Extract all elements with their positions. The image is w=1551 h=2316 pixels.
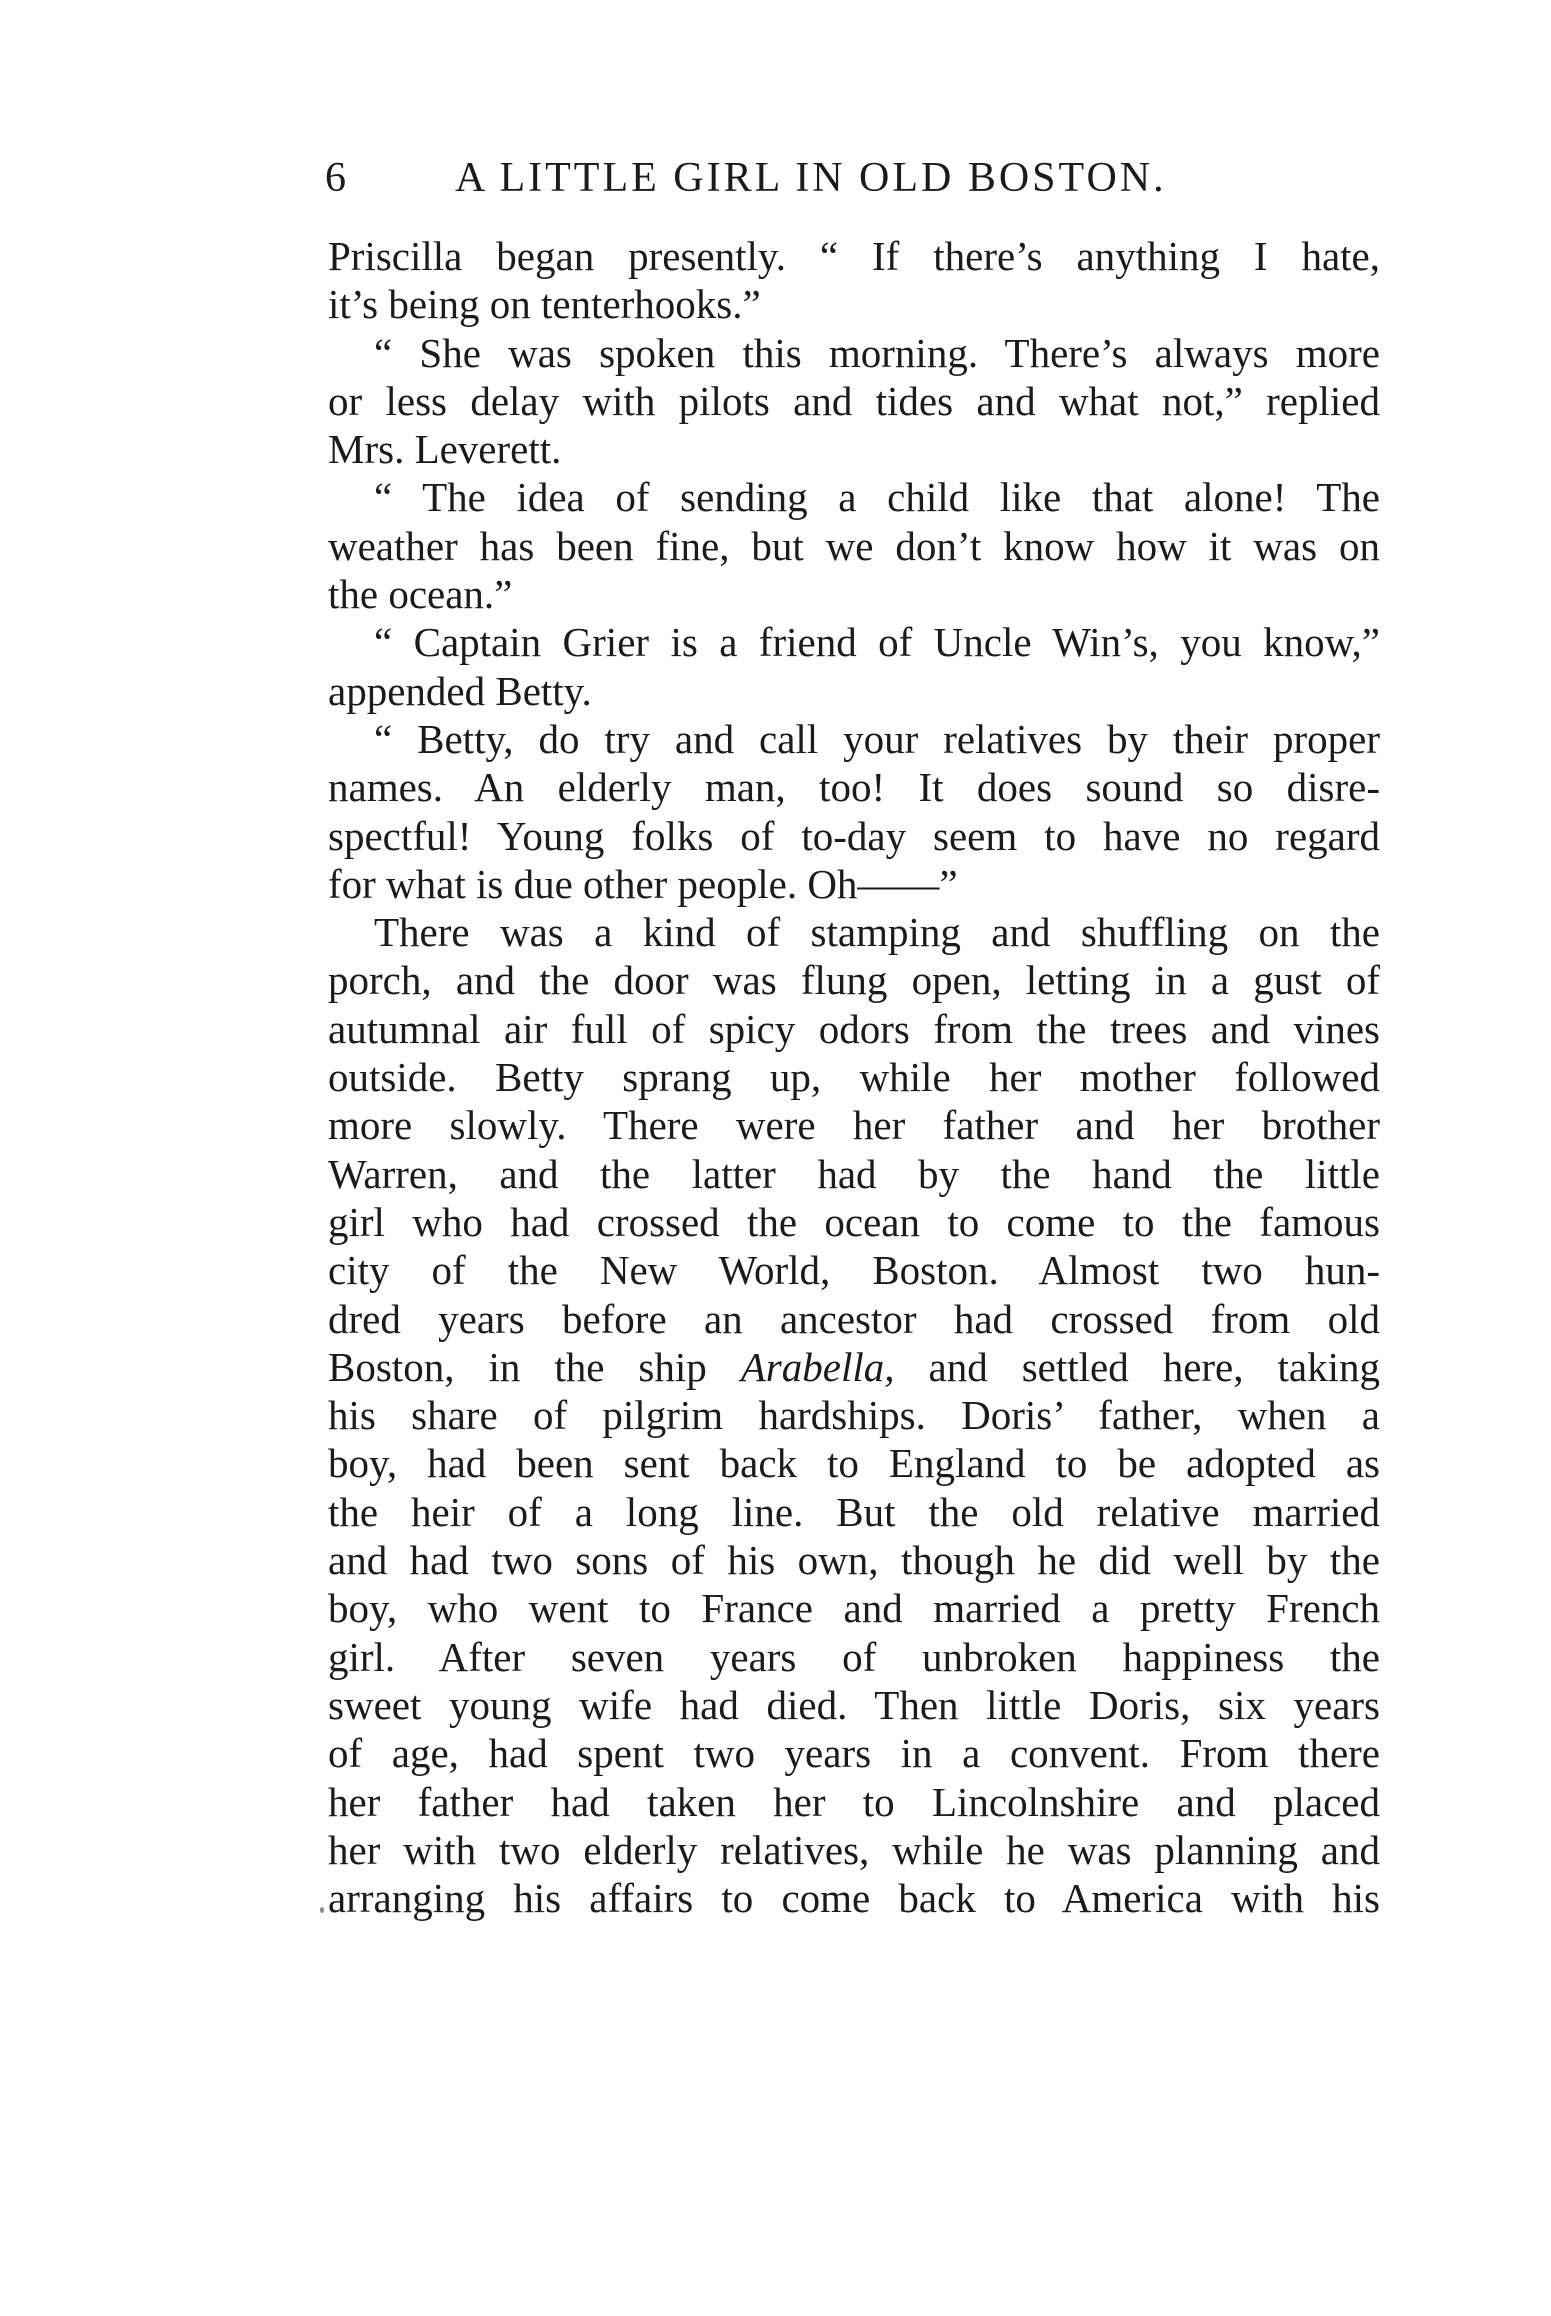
text-line: Priscilla began presently. “ If there’s anything I hate, [328, 233, 1380, 279]
text-line: and had two sons of his own, though he did well by the [328, 1537, 1380, 1584]
text-line: There was a kind of stamping and shuffling on the [374, 909, 1380, 956]
text-line: the heir of a long line. But the old relative married [328, 1488, 1380, 1535]
text-line: it’s being on tenterhooks.” [328, 281, 761, 328]
text-line: “ Betty, do try and call your relatives by their proper [374, 715, 1380, 762]
ship-name: Arabella, [740, 1343, 895, 1390]
text-segment: Boston, in the ship [328, 1343, 741, 1390]
text-line: weather has been fine, but we don’t know how it was on [328, 522, 1380, 569]
text-line: Warren, and the latter had by the hand the little [328, 1150, 1380, 1197]
text-line: “ The idea of sending a child like that alone! The [374, 474, 1380, 521]
text-line: city of the New World, Boston. Almost two hun- [328, 1247, 1380, 1294]
text-segment: and settled here, taking [894, 1343, 1380, 1390]
text-line: Mrs. Leverett. [328, 426, 562, 473]
running-head [325, 148, 1245, 208]
text-line: “ Captain Grier is a friend of Uncle Win’s, you know,” [374, 619, 1380, 666]
text-line: appended Betty. [328, 667, 592, 714]
text-line: arranging his affairs to come back to America with his [328, 1875, 1380, 1922]
text-line: spectful! Young folks of to-day seem to have no regard [328, 812, 1380, 859]
text-line: autumnal air full of spicy odors from the trees and vines [328, 1005, 1380, 1052]
text-line: porch, and the door was flung open, letting in a gust of [328, 957, 1380, 1004]
text-line: her father had taken her to Lincolnshire and placed [328, 1778, 1380, 1825]
text-line: the ocean.” [328, 571, 513, 618]
page-number: 6 [325, 155, 349, 201]
text-line: dred years before an ancestor had crossed from old [328, 1295, 1380, 1342]
text-line: outside. Betty sprang up, while her mother followed [328, 1054, 1380, 1101]
text-line: of age, had spent two years in a convent. From there [328, 1730, 1380, 1777]
body-text [328, 232, 1380, 1922]
text-line: boy, who went to France and married a pretty French [328, 1585, 1380, 1632]
text-line: names. An elderly man, too! It does sound so disre- [328, 764, 1380, 811]
text-line: for what is due other people. Oh——” [328, 860, 958, 907]
ink-speck [320, 1907, 324, 1913]
text-line: her with two elderly relatives, while he was planning and [328, 1826, 1380, 1873]
text-line: or less delay with pilots and tides and what not,” replied [328, 377, 1380, 424]
text-line: his share of pilgrim hardships. Doris’ father, when a [328, 1392, 1380, 1439]
text-line: more slowly. There were her father and her brother [328, 1102, 1380, 1149]
text-line-with-ship-name [328, 1343, 1380, 1391]
text-line: girl. After seven years of unbroken happiness the [328, 1633, 1380, 1680]
text-line: girl who had crossed the ocean to come to the famous [328, 1198, 1380, 1245]
text-line: “ She was spoken this morning. There’s always more [374, 329, 1380, 376]
text-line: boy, had been sent back to England to be adopted as [328, 1440, 1380, 1487]
text-line: sweet young wife had died. Then little Doris, six years [328, 1681, 1380, 1728]
running-title: A LITTLE GIRL IN OLD BOSTON. [455, 155, 1167, 201]
